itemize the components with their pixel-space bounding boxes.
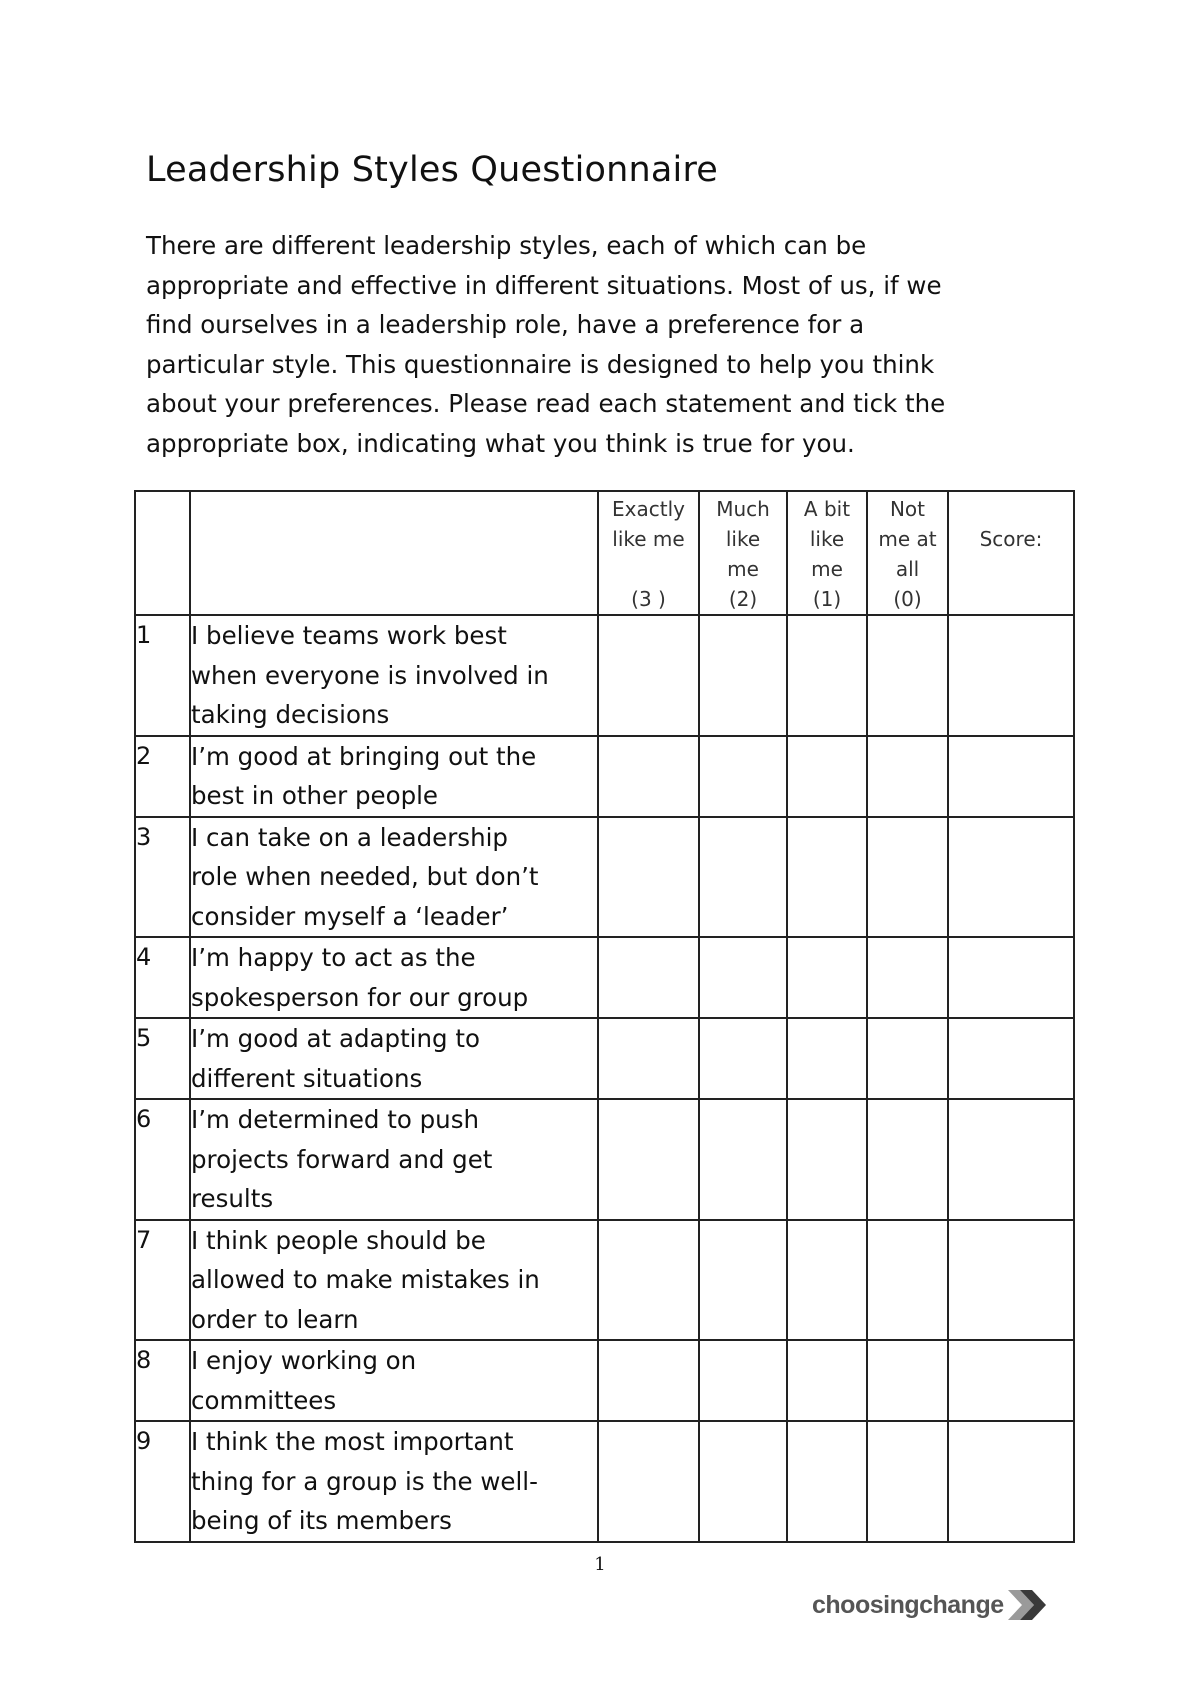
table-row (135, 1099, 1074, 1220)
header-line: like (809, 527, 845, 551)
statement-line: order to learn (191, 1304, 359, 1334)
question-number: 9 (135, 1421, 190, 1542)
rating-exactly-like-me-box[interactable] (598, 1220, 699, 1341)
double-chevron-arrow-icon (1006, 1586, 1050, 1624)
rating-not-me-at-all-box[interactable] (867, 1421, 948, 1542)
rating-much-like-me-box[interactable] (699, 736, 787, 817)
rating-much-like-me-box[interactable] (699, 615, 787, 736)
header-line: Not (889, 497, 926, 521)
score-box[interactable] (948, 1018, 1074, 1099)
header-line: me (727, 557, 759, 581)
rating-not-me-at-all-box[interactable] (867, 1340, 948, 1421)
rating-exactly-like-me-box[interactable] (598, 937, 699, 1018)
question-statement (190, 817, 598, 938)
score-box[interactable] (948, 1340, 1074, 1421)
rating-much-like-me-box[interactable] (699, 1421, 787, 1542)
score-box[interactable] (948, 736, 1074, 817)
header-statement-cell (190, 491, 598, 615)
statement-line: consider myself a ‘leader’ (191, 901, 509, 931)
rating-not-me-at-all-box[interactable] (867, 1220, 948, 1341)
statement-line: I’m happy to act as the (191, 943, 476, 972)
statement-line: I think people should be (191, 1225, 486, 1255)
header-line-blank (599, 554, 698, 584)
question-number: 8 (135, 1340, 190, 1421)
table-row (135, 736, 1074, 817)
intro-line: about your preferences. Please read each statement and tick the (146, 389, 946, 418)
question-number: 5 (135, 1018, 190, 1099)
header-not-me-at-all (867, 491, 948, 615)
question-statement (190, 1421, 598, 1542)
statement-line: different situations (191, 1063, 423, 1093)
rating-not-me-at-all-box[interactable] (867, 1018, 948, 1099)
header-score (948, 491, 1074, 615)
rating-a-bit-like-me-box[interactable] (787, 1421, 867, 1542)
logo-text: choosingchange (812, 1590, 1004, 1619)
score-box[interactable] (948, 817, 1074, 938)
question-number: 1 (135, 615, 190, 736)
header-line: like me (612, 527, 685, 551)
rating-much-like-me-box[interactable] (699, 937, 787, 1018)
header-line: (1) (812, 587, 842, 611)
header-line: (2) (728, 587, 758, 611)
header-exactly-like-me (598, 491, 699, 615)
rating-a-bit-like-me-box[interactable] (787, 1018, 867, 1099)
header-line: me (811, 557, 843, 581)
rating-exactly-like-me-box[interactable] (598, 817, 699, 938)
rating-much-like-me-box[interactable] (699, 1099, 787, 1220)
page-number: 1 (594, 1554, 606, 1575)
rating-much-like-me-box[interactable] (699, 1018, 787, 1099)
rating-a-bit-like-me-box[interactable] (787, 817, 867, 938)
score-box[interactable] (948, 937, 1074, 1018)
rating-not-me-at-all-box[interactable] (867, 615, 948, 736)
statement-line: role when needed, but don’t (191, 862, 539, 891)
question-number: 7 (135, 1220, 190, 1341)
question-statement (190, 1220, 598, 1341)
question-statement (190, 937, 598, 1018)
question-number: 4 (135, 937, 190, 1018)
statement-line: projects forward and get (191, 1144, 493, 1174)
question-number: 2 (135, 736, 190, 817)
rating-not-me-at-all-box[interactable] (867, 817, 948, 938)
question-statement (190, 736, 598, 817)
header-line: Exactly (612, 497, 685, 521)
rating-exactly-like-me-box[interactable] (598, 615, 699, 736)
rating-not-me-at-all-box[interactable] (867, 736, 948, 817)
score-box[interactable] (948, 1099, 1074, 1220)
rating-exactly-like-me-box[interactable] (598, 1340, 699, 1421)
question-number: 3 (135, 817, 190, 938)
header-line: (3 ) (631, 587, 666, 611)
rating-much-like-me-box[interactable] (699, 817, 787, 938)
rating-a-bit-like-me-box[interactable] (787, 615, 867, 736)
score-label: Score: (979, 527, 1043, 551)
statement-line: I can take on a leadership (191, 822, 508, 852)
question-statement (190, 1340, 598, 1421)
header-line: me at (878, 527, 937, 551)
question-statement (190, 1099, 598, 1220)
header-line: (0) (893, 587, 922, 611)
score-box[interactable] (948, 1421, 1074, 1542)
question-statement (190, 615, 598, 736)
score-box[interactable] (948, 615, 1074, 736)
header-a-bit-like-me (787, 491, 867, 615)
statement-line: taking decisions (191, 700, 390, 729)
rating-exactly-like-me-box[interactable] (598, 1099, 699, 1220)
statement-line: committees (191, 1385, 337, 1415)
intro-line: particular style. This questionnaire is designed to help you think (146, 349, 935, 379)
header-line: Much (716, 497, 770, 521)
statement-line: allowed to make mistakes in (191, 1265, 540, 1294)
statement-line: results (191, 1184, 274, 1213)
statement-line: being of its members (191, 1506, 452, 1535)
intro-line: appropriate and effective in different situations. Most of us, if we (146, 270, 942, 300)
intro-paragraph (146, 226, 1076, 463)
header-line: all (895, 557, 920, 581)
statement-line: I’m good at bringing out the (191, 741, 537, 771)
header-row (135, 491, 1074, 615)
rating-much-like-me-box[interactable] (699, 1340, 787, 1421)
table-row (135, 817, 1074, 938)
rating-a-bit-like-me-box[interactable] (787, 1220, 867, 1341)
header-line: like (725, 527, 761, 551)
rating-not-me-at-all-box[interactable] (867, 1099, 948, 1220)
question-number: 6 (135, 1099, 190, 1220)
header-much-like-me (699, 491, 787, 615)
rating-a-bit-like-me-box[interactable] (787, 937, 867, 1018)
statement-line: thing for a group is the well- (191, 1466, 538, 1496)
header-number-cell (135, 491, 190, 615)
intro-line: appropriate box, indicating what you think is true for you. (146, 428, 855, 458)
table-row (135, 937, 1074, 1018)
page-title: Leadership Styles Questionnaire (146, 150, 719, 190)
statement-line: I’m good at adapting to (191, 1024, 480, 1053)
rating-much-like-me-box[interactable] (699, 1220, 787, 1341)
rating-a-bit-like-me-box[interactable] (787, 1099, 867, 1220)
rating-a-bit-like-me-box[interactable] (787, 736, 867, 817)
rating-exactly-like-me-box[interactable] (598, 1018, 699, 1099)
table-row (135, 1018, 1074, 1099)
statement-line: I believe teams work best (191, 621, 507, 650)
questionnaire-table (134, 490, 1075, 1543)
statement-line: spokesperson for our group (191, 982, 529, 1012)
statement-line: I think the most important (191, 1427, 514, 1456)
question-statement (190, 1018, 598, 1099)
statement-line: when everyone is involved in (191, 660, 549, 690)
statement-line: best in other people (191, 781, 439, 810)
rating-a-bit-like-me-box[interactable] (787, 1340, 867, 1421)
statement-line: I’m determined to push (191, 1105, 479, 1134)
table-row (135, 1220, 1074, 1341)
header-line: A bit (803, 497, 851, 521)
statement-line: I enjoy working on (191, 1346, 417, 1375)
intro-line: There are different leadership styles, each of which can be (146, 231, 867, 260)
intro-line: find ourselves in a leadership role, have a preference for a (146, 310, 865, 339)
rating-exactly-like-me-box[interactable] (598, 1421, 699, 1542)
score-box[interactable] (948, 1220, 1074, 1341)
rating-not-me-at-all-box[interactable] (867, 937, 948, 1018)
table-row (135, 1340, 1074, 1421)
table-row (135, 615, 1074, 736)
rating-exactly-like-me-box[interactable] (598, 736, 699, 817)
choosingchange-logo (812, 1586, 1050, 1624)
table-row (135, 1421, 1074, 1542)
